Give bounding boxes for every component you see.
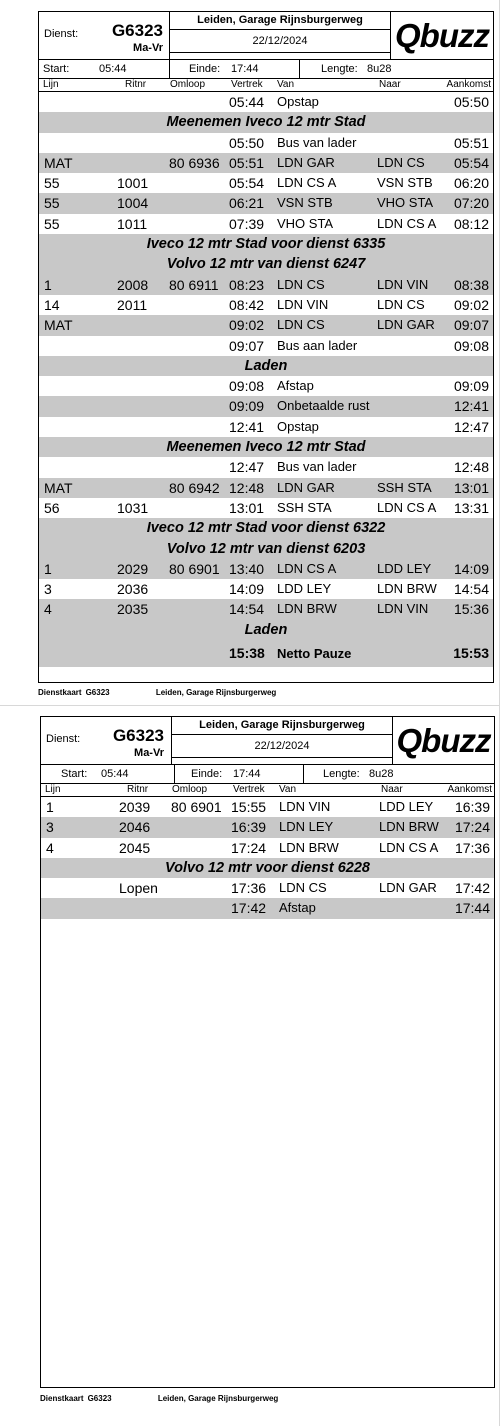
cell-aankomst: 05:54: [453, 154, 489, 171]
cell-van: Bus van lader: [277, 459, 357, 475]
dienst-days: Ma-Vr: [134, 747, 164, 759]
cell-vertrek: 14:54: [229, 601, 265, 618]
footer-location: Leiden, Garage Rijnsburgerweg: [155, 688, 277, 697]
trip-rows: [39, 92, 493, 667]
cell-naar: LDN BRW: [379, 819, 439, 835]
cell-aankomst: 08:38: [453, 276, 489, 293]
section-title-row: [39, 254, 493, 274]
col-aankomst: Aankomst: [447, 784, 492, 795]
section-title-row: [39, 112, 493, 132]
cell-vertrek: 12:48: [229, 479, 265, 496]
start-time: 05:44: [101, 768, 129, 780]
cell-vertrek: 17:36: [231, 880, 267, 897]
page-footer: [40, 1394, 300, 1403]
garage-location: Leiden, Garage Rijnsburgerweg: [170, 12, 390, 30]
section-title: Volvo 12 mtr van dienst 6203: [166, 540, 366, 557]
cell-aankomst: 13:01: [453, 479, 489, 496]
page-footer: [38, 688, 298, 697]
cell-ritnr: Lopen: [119, 880, 158, 897]
cell-ritnr: 2011: [117, 296, 148, 313]
trip-row: [39, 173, 493, 193]
cell-ritnr: 2045: [119, 839, 151, 856]
dienst-label: Dienst:: [44, 28, 79, 40]
service-date: 22/12/2024: [254, 740, 310, 752]
cell-lijn: 1: [46, 799, 54, 815]
cell-lijn: 4: [46, 839, 54, 856]
trip-row: [41, 797, 494, 817]
cell-vertrek: 09:08: [229, 378, 265, 395]
cell-aankomst: 12:48: [453, 459, 489, 476]
cell-aankomst: 07:20: [453, 195, 489, 212]
trip-row: [39, 457, 493, 477]
cell-aankomst: 09:08: [453, 337, 489, 354]
service-date: 22/12/2024: [252, 35, 308, 47]
section-title: Meenemen Iveco 12 mtr Stad: [166, 439, 366, 456]
cell-naar: SSH STA: [377, 479, 432, 495]
cell-omloop: 80 6901: [171, 799, 222, 815]
col-naar: Naar: [381, 784, 403, 795]
cell-omloop: 80 6942: [169, 479, 220, 496]
col-lijn: Lijn: [43, 79, 59, 90]
cell-aankomst: 16:39: [454, 799, 490, 815]
cell-van: Bus aan lader: [277, 337, 358, 353]
footer-label: Dienstkaart G6323: [38, 688, 110, 697]
card-header: [39, 12, 493, 60]
cell-ritnr: 2039: [119, 799, 151, 815]
einde-label: Einde:: [189, 63, 221, 75]
cell-ritnr: 1001: [117, 175, 149, 192]
cell-van: LDN CS A: [277, 560, 337, 576]
cell-vertrek: 13:01: [229, 499, 265, 516]
section-title-row: [39, 518, 493, 538]
col-ritnr: Ritnr: [127, 784, 149, 795]
card-header: [41, 717, 494, 765]
trip-row: [41, 898, 494, 918]
section-title: Volvo 12 mtr voor dienst 6228: [165, 859, 370, 876]
cell-aankomst: 09:09: [453, 378, 489, 395]
cell-lijn: 1: [44, 560, 52, 577]
cell-aankomst: 17:44: [454, 900, 490, 917]
col-omloop: Omloop: [172, 784, 208, 795]
cell-vertrek: 13:40: [229, 560, 265, 577]
col-vertrek: Vertrek: [233, 784, 265, 795]
section-title: Iveco 12 mtr Stad voor dienst 6335: [146, 236, 386, 253]
cell-naar: LDN CS A: [377, 499, 437, 515]
qbuzz-logo: Qbuzz: [396, 722, 491, 759]
column-headers: [39, 79, 493, 92]
cell-aankomst: 09:02: [453, 296, 489, 313]
cell-naar: LDN CS: [377, 296, 425, 312]
cell-van: LDN LEY: [279, 819, 334, 835]
cell-lijn: 55: [44, 195, 60, 212]
cell-vertrek: 09:02: [229, 317, 265, 334]
cell-vertrek: 05:44: [229, 94, 265, 110]
trip-row: [39, 193, 493, 213]
trip-row: [39, 498, 493, 518]
cell-vertrek: 15:38: [229, 645, 265, 662]
section-title-row: [39, 539, 493, 559]
cell-naar: LDN VIN: [377, 601, 429, 617]
section-title: Volvo 12 mtr van dienst 6247: [166, 256, 366, 273]
cell-vertrek: 06:21: [229, 195, 265, 212]
cell-van: LDN BRW: [277, 601, 337, 617]
cell-lijn: 55: [44, 175, 60, 192]
cell-van: Opstap: [277, 94, 319, 109]
cell-omloop: 80 6911: [169, 276, 219, 293]
cell-naar: LDN CS: [377, 154, 425, 170]
cell-vertrek: 17:42: [231, 900, 267, 917]
cell-naar: LDN BRW: [377, 581, 437, 597]
cell-naar: LDN CS A: [377, 215, 437, 231]
cell-aankomst: 05:51: [453, 134, 489, 151]
dienstkaart-page-1: [0, 0, 500, 705]
trip-row: [39, 153, 493, 173]
section-title-row: [39, 356, 493, 376]
section-title-row: [39, 437, 493, 457]
cell-naar: LDN GAR: [377, 317, 435, 333]
cell-naar: LDD LEY: [379, 799, 434, 814]
trip-row: [39, 376, 493, 396]
cell-van: Afstap: [277, 378, 314, 394]
cell-vertrek: 09:09: [229, 398, 265, 415]
section-title-row: [39, 620, 493, 640]
cell-lijn: MAT: [44, 154, 73, 171]
section-title: Iveco 12 mtr Stad voor dienst 6322: [146, 520, 386, 537]
cell-ritnr: 1011: [117, 215, 148, 232]
cell-vertrek: 08:42: [229, 296, 265, 313]
cell-vertrek: 12:41: [229, 418, 265, 435]
trip-row: [39, 133, 493, 153]
cell-naar: VSN STB: [377, 175, 433, 191]
trip-row: [39, 559, 493, 579]
cell-aankomst: 13:31: [453, 499, 489, 516]
cell-naar: LDN VIN: [377, 276, 429, 292]
cell-lijn: 55: [44, 215, 60, 232]
column-headers: [41, 784, 494, 797]
trip-row: [39, 599, 493, 619]
cell-vertrek: 07:39: [229, 215, 265, 232]
section-title: Laden: [244, 621, 288, 638]
cell-ritnr: 2008: [117, 276, 149, 293]
cell-vertrek: 12:47: [229, 459, 265, 476]
section-title-row: [39, 234, 493, 254]
einde-time: 17:44: [233, 768, 261, 780]
trip-rows: [41, 797, 494, 919]
trip-row: [41, 878, 494, 898]
qbuzz-logo: Qbuzz: [395, 17, 489, 54]
trip-row: [39, 478, 493, 498]
cell-vertrek: 08:23: [229, 276, 265, 293]
cell-lijn: 14: [44, 296, 60, 313]
cell-van: LDN VIN: [277, 296, 329, 312]
cell-van: LDN VIN: [279, 799, 331, 814]
section-title-row: [41, 858, 494, 878]
trip-row: [39, 92, 493, 112]
trip-row: [39, 315, 493, 335]
cell-van: Afstap: [279, 900, 316, 916]
cell-aankomst: 17:36: [454, 839, 490, 856]
cell-lijn: 56: [44, 499, 60, 516]
cell-vertrek: 05:54: [229, 175, 265, 192]
col-omloop: Omloop: [170, 79, 206, 90]
start-time: 05:44: [99, 63, 127, 75]
cell-van: LDN CS: [277, 276, 325, 292]
lengte-label: Lengte:: [323, 768, 360, 780]
lengte-value: 8u28: [369, 768, 394, 780]
cell-van: LDN BRW: [279, 839, 339, 855]
cell-van: LDD LEY: [277, 581, 332, 597]
footer-location: Leiden, Garage Rijnsburgerweg: [157, 1394, 279, 1403]
shift-times: [39, 60, 493, 79]
start-label: Start:: [61, 768, 88, 780]
cell-van: LDN CS: [277, 317, 325, 333]
cell-lijn: 1: [44, 276, 52, 293]
cell-van: Netto Pauze: [277, 646, 352, 662]
cell-van: VHO STA: [277, 215, 334, 231]
cell-aankomst: 05:50: [453, 94, 489, 110]
start-label: Start:: [43, 63, 70, 75]
col-ritnr: Ritnr: [125, 79, 147, 90]
shift-times: [41, 765, 494, 784]
cell-naar: VHO STA: [377, 195, 434, 211]
cell-lijn: 4: [44, 601, 52, 618]
cell-ritnr: 2036: [117, 581, 149, 598]
dienst-code: G6323: [111, 21, 163, 40]
section-title: Meenemen Iveco 12 mtr Stad: [166, 114, 366, 131]
col-vertrek: Vertrek: [231, 79, 263, 90]
col-naar: Naar: [379, 79, 401, 90]
lengte-label: Lengte:: [321, 63, 358, 75]
dienst-days: Ma-Vr: [133, 42, 163, 54]
dienst-label: Dienst:: [46, 733, 81, 745]
cell-van: LDN CS: [279, 880, 327, 896]
cell-lijn: MAT: [44, 317, 73, 334]
pause-row: [39, 640, 493, 667]
cell-lijn: 3: [44, 581, 52, 598]
cell-aankomst: 14:09: [453, 560, 489, 577]
trip-row: [39, 275, 493, 295]
cell-aankomst: 12:41: [453, 398, 489, 415]
cell-vertrek: 09:07: [229, 337, 265, 354]
trip-row: [39, 417, 493, 437]
cell-vertrek: 05:50: [229, 134, 265, 151]
cell-aankomst: 17:24: [454, 819, 490, 836]
col-van: Van: [277, 79, 295, 90]
cell-aankomst: 09:07: [453, 317, 489, 334]
cell-van: Onbetaalde rust: [277, 398, 370, 414]
cell-van: LDN CS A: [277, 175, 337, 191]
cell-aankomst: 17:42: [454, 880, 490, 897]
trip-row: [39, 396, 493, 416]
cell-ritnr: 1031: [117, 499, 149, 516]
dienstkaart-page-2: [0, 705, 500, 1426]
cell-van: Opstap: [277, 418, 319, 434]
schedule-card: [38, 11, 494, 683]
cell-van: VSN STB: [277, 195, 333, 211]
cell-ritnr: 1004: [117, 195, 149, 212]
cell-aankomst: 12:47: [453, 418, 489, 435]
col-van: Van: [279, 784, 297, 795]
cell-aankomst: 06:20: [453, 175, 489, 192]
cell-vertrek: 05:51: [229, 154, 265, 171]
cell-aankomst: 15:36: [453, 601, 489, 618]
col-aankomst: Aankomst: [446, 79, 491, 90]
trip-row: [39, 295, 493, 315]
dienst-code: G6323: [112, 726, 164, 745]
cell-ritnr: 2029: [117, 560, 149, 577]
cell-van: LDN GAR: [277, 479, 335, 495]
cell-vertrek: 17:24: [231, 839, 267, 856]
cell-van: Bus van lader: [277, 134, 357, 150]
trip-row: [41, 838, 494, 858]
cell-lijn: MAT: [44, 479, 73, 496]
cell-vertrek: 14:09: [229, 581, 265, 598]
einde-time: 17:44: [231, 63, 259, 75]
trip-row: [39, 214, 493, 234]
cell-aankomst: 15:53: [453, 645, 489, 662]
col-lijn: Lijn: [45, 784, 61, 795]
trip-row: [41, 817, 494, 837]
schedule-card: [40, 716, 495, 1388]
cell-omloop: 80 6936: [169, 154, 220, 171]
trip-row: [39, 579, 493, 599]
cell-van: LDN GAR: [277, 154, 335, 170]
cell-aankomst: 14:54: [453, 581, 489, 598]
cell-ritnr: 2046: [119, 819, 151, 836]
cell-lijn: 3: [46, 819, 54, 836]
trip-row: [39, 336, 493, 356]
cell-naar: LDD LEY: [377, 560, 432, 576]
cell-aankomst: 08:12: [453, 215, 489, 232]
cell-vertrek: 15:55: [231, 799, 267, 815]
cell-omloop: 80 6901: [169, 560, 220, 577]
footer-label: Dienstkaart G6323: [40, 1394, 112, 1403]
cell-naar: LDN GAR: [379, 880, 437, 896]
cell-van: SSH STA: [277, 499, 332, 515]
garage-location: Leiden, Garage Rijnsburgerweg: [172, 717, 392, 735]
cell-vertrek: 16:39: [231, 819, 267, 836]
cell-ritnr: 2035: [117, 601, 149, 618]
section-title: Laden: [244, 357, 288, 374]
cell-naar: LDN CS A: [379, 839, 439, 855]
einde-label: Einde:: [191, 768, 223, 780]
lengte-value: 8u28: [367, 63, 392, 75]
